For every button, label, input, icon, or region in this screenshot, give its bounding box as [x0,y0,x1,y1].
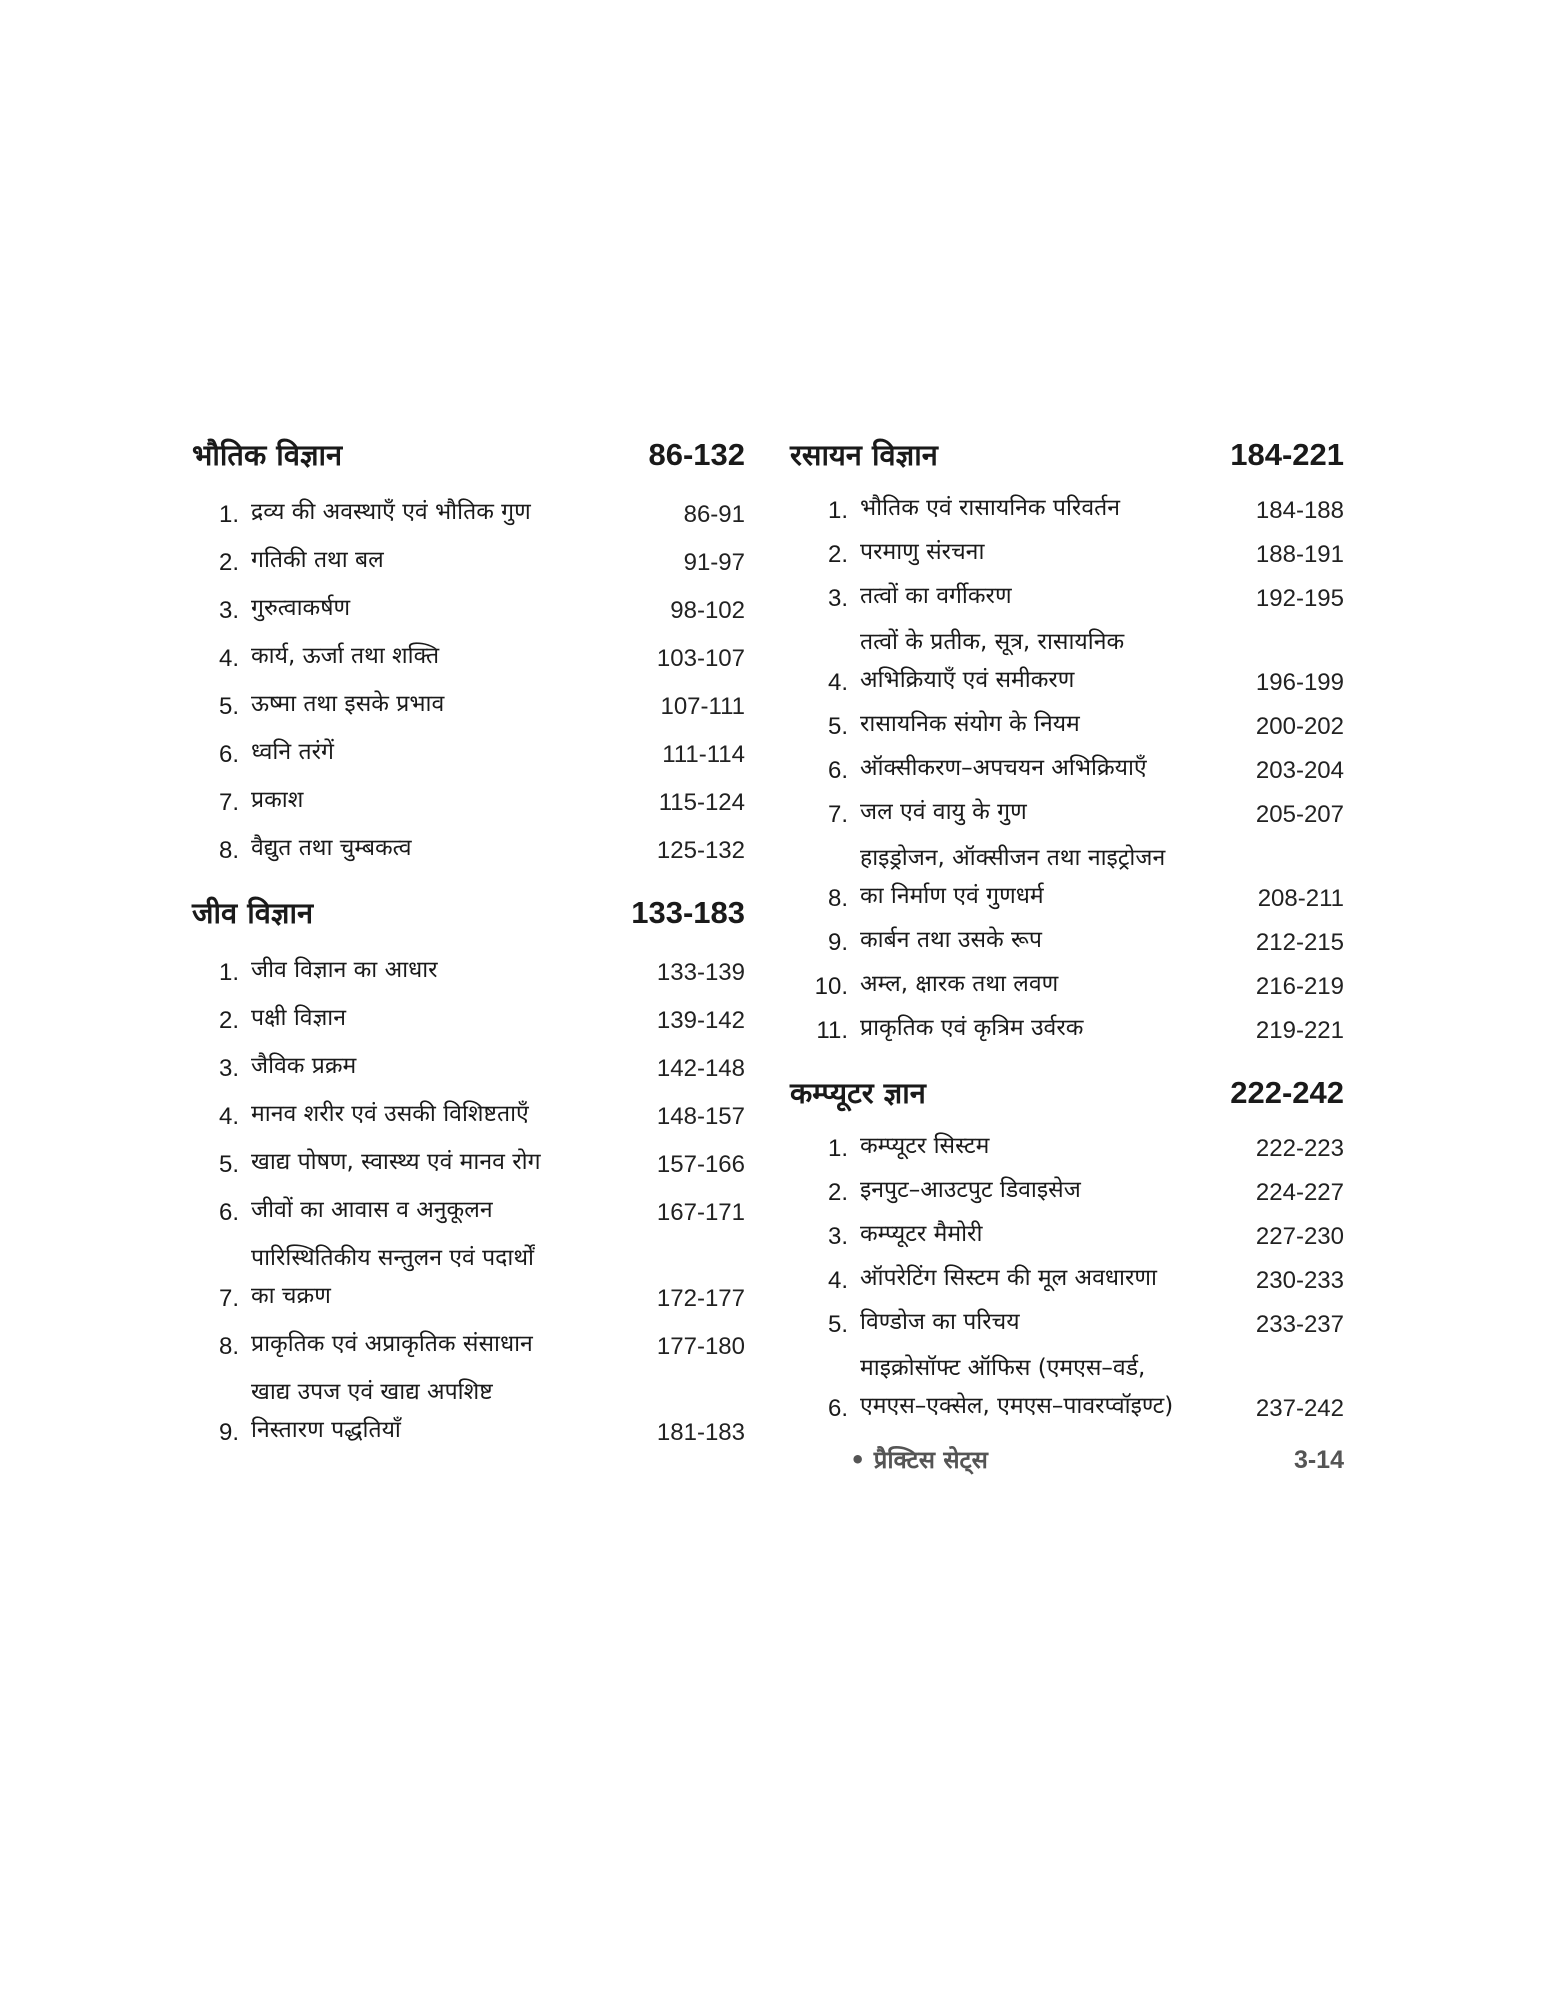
entry-page-range: 157-166 [656,1151,745,1178]
entry-page-range: 222-223 [1255,1135,1344,1162]
entry-title [860,1303,1256,1343]
toc-left-column [192,425,745,1465]
toc-entry[interactable] [192,581,745,629]
entry-title-line: ऑपरेटिंग सिस्टम की मूल अवधारणा [860,1265,1157,1291]
entry-title-line: परमाणु संरचना [860,539,985,565]
entry-title [251,1239,657,1317]
entry-title-line: खाद्य पोषण, स्वास्थ्य एवं मानव रोग [251,1149,541,1175]
entry-page-range: 212-215 [1255,929,1344,956]
toc-entry[interactable] [192,1039,745,1087]
entry-page-range: 133-139 [656,959,745,986]
entry-number: 2. [827,541,848,568]
toc-entry[interactable] [790,1123,1344,1167]
entry-page-range: 200-202 [1255,713,1344,740]
entry-title-line: जैविक प्रक्रम [251,1053,357,1079]
entry-title [860,705,1256,745]
section-page-range: 184-221 [1230,437,1344,472]
entry-title [860,577,1256,617]
entry-title [860,793,1256,833]
toc-entry[interactable] [192,1183,745,1231]
toc-right-column [790,425,1344,1481]
entry-title-line: रासायनिक संयोग के नियम [860,711,1080,737]
entry-number: 6. [827,1395,848,1422]
entry-title [860,1171,1256,1211]
toc-entry[interactable] [790,1211,1344,1255]
entry-title-line: तत्वों के प्रतीक, सूत्र, रासायनिक [860,629,1125,655]
section-header [192,883,745,943]
entry-number: 1. [218,959,239,986]
toc-entry[interactable] [192,725,745,773]
entry-page-range: 111-114 [662,741,745,768]
practice-sets-pages: 3-14 [1293,1446,1344,1474]
entry-number: 4. [218,645,239,672]
entry-title [860,921,1256,961]
entry-number: 7. [218,789,239,816]
entry-page-range: 224-227 [1255,1179,1344,1206]
entry-title-line: जीव विज्ञान का आधार [251,957,438,983]
entry-page-range: 139-142 [656,1007,745,1034]
toc-section [192,425,745,869]
section-header [790,1063,1344,1123]
entry-title [860,749,1256,789]
entry-title-line: कम्प्यूटर मैमोरी [860,1221,983,1247]
entry-page-range: 230-233 [1255,1267,1344,1294]
entry-title-line: कम्प्यूटर सिस्टम [860,1133,990,1159]
toc-entry[interactable] [192,773,745,821]
entry-number: 3. [827,1223,848,1250]
entry-title-line: एमएस–एक्सेल, एमएस–पावरप्वॉइण्ट) [860,1393,1174,1419]
entry-number: 3. [827,585,848,612]
entry-title [251,637,657,677]
entry-title-line: पारिस्थितिकीय सन्तुलन एवं पदार्थों [251,1245,534,1271]
entry-number: 9. [218,1419,239,1446]
toc-entry[interactable] [790,701,1344,745]
entry-title-line: पक्षी विज्ञान [251,1005,347,1031]
entry-title-line: वैद्युत तथा चुम्बकत्व [251,835,412,861]
entry-page-range: 91-97 [683,549,745,576]
entry-number: 7. [218,1285,239,1312]
section-title: कम्प्यूटर ज्ञान [790,1076,926,1110]
entry-page-range: 177-180 [656,1333,745,1360]
entry-title-line: द्रव्य की अवस्थाएँ एवं भौतिक गुण [251,499,531,525]
toc-entry[interactable] [192,1087,745,1135]
entry-number: 10. [814,973,848,1000]
entry-number: 6. [827,757,848,784]
entry-title [860,1009,1256,1049]
entry-number: 4. [218,1103,239,1130]
entry-number: 1. [827,1135,848,1162]
toc-entry[interactable] [192,1135,745,1183]
entry-page-range: 205-207 [1255,801,1344,828]
toc-entry[interactable] [790,573,1344,617]
toc-entry[interactable] [192,821,745,869]
entry-page-range: 233-237 [1255,1311,1344,1338]
entry-number: 5. [827,1311,848,1338]
toc-entry[interactable] [192,1317,745,1365]
entry-page-range: 148-157 [656,1103,745,1130]
entry-title [860,1127,1256,1167]
toc-section [192,883,745,1451]
entry-title-line: ध्वनि तरंगें [251,739,334,765]
entry-title-line: इनपुट–आउटपुट डिवाइसेज [860,1177,1081,1203]
toc-entry[interactable] [192,629,745,677]
entry-page-range: 125-132 [656,837,745,864]
section-header [192,425,745,485]
section-title: जीव विज्ञान [192,896,314,930]
toc-entry[interactable] [790,789,1344,833]
entry-title-line: निस्तारण पद्धतियाँ [251,1417,401,1443]
entry-title-line: भौतिक एवं रासायनिक परिवर्तन [860,495,1120,521]
entry-number: 5. [218,693,239,720]
entry-title [251,951,657,991]
entry-title [251,1373,657,1451]
entry-page-range: 216-219 [1255,973,1344,1000]
entry-title-line: जल एवं वायु के गुण [860,799,1027,825]
entry-number: 5. [218,1151,239,1178]
entry-page-range: 237-242 [1255,1395,1344,1422]
entry-title [860,623,1256,701]
toc-entry[interactable] [790,833,1344,917]
entry-page-range: 115-124 [658,789,745,816]
toc-entry[interactable] [790,617,1344,701]
entry-title-line: ऑक्सीकरण–अपचयन अभिक्रियाएँ [860,755,1147,781]
entry-page-range: 208-211 [1257,885,1344,912]
entry-title-line: हाइड्रोजन, ऑक्सीजन तथा नाइट्रोजन [860,845,1166,871]
entry-title-line: गतिकी तथा बल [251,547,384,573]
section-page-range: 86-132 [648,437,745,472]
toc-entry[interactable] [790,1299,1344,1343]
entry-title [251,1047,657,1087]
entry-title-line: कार्बन तथा उसके रूप [860,927,1042,953]
entry-page-range: 188-191 [1255,541,1344,568]
entry-page-range: 219-221 [1255,1017,1344,1044]
practice-sets-entry[interactable] [790,1441,1344,1481]
entry-number: 1. [827,497,848,524]
toc-entry[interactable] [790,1167,1344,1211]
entry-title [251,1191,657,1231]
entry-title-line: विण्डोज का परिचय [860,1309,1020,1335]
entry-page-range: 103-107 [656,645,745,672]
entry-title-line: कार्य, ऊर्जा तथा शक्ति [251,643,440,669]
toc-entry[interactable] [790,745,1344,789]
entry-number: 3. [218,597,239,624]
entry-title [251,589,670,629]
entry-page-range: 167-171 [656,1199,745,1226]
entry-title-line: मानव शरीर एवं उसकी विशिष्टताएँ [251,1101,529,1127]
section-title: रसायन विज्ञान [790,438,938,472]
entry-title-line: जीवों का आवास व अनुकूलन [251,1197,493,1223]
entry-title [251,999,657,1039]
entry-title [251,1143,657,1183]
entry-title-line: का चक्रण [251,1283,331,1309]
entry-title [860,1215,1256,1255]
entry-title [251,781,659,821]
entry-title [860,1349,1256,1427]
entry-page-range: 196-199 [1255,669,1344,696]
toc-entry[interactable] [192,1365,745,1451]
toc-entry[interactable] [790,961,1344,1005]
toc-entry[interactable] [192,533,745,581]
entry-title-line: का निर्माण एवं गुणधर्म [860,883,1044,909]
entry-number: 8. [218,837,239,864]
entry-number: 1. [218,501,239,528]
toc-entry[interactable] [192,485,745,533]
entry-title [860,533,1256,573]
entry-title [251,1325,657,1365]
toc-entry[interactable] [790,1005,1344,1049]
entry-page-range: 184-188 [1255,497,1344,524]
entry-title-line: माइक्रोसॉफ्ट ऑफिस (एमएस–वर्ड, [860,1355,1146,1381]
entry-number: 11. [816,1017,848,1044]
entry-number: 8. [827,885,848,912]
entry-page-range: 107-111 [660,693,745,720]
section-header [790,425,1344,485]
entry-number: 7. [827,801,848,828]
entry-title [860,839,1258,917]
entry-title-line: प्राकृतिक एवं कृत्रिम उर्वरक [860,1015,1084,1041]
entry-page-range: 181-183 [656,1419,745,1446]
entry-title-line: प्राकृतिक एवं अप्राकृतिक संसाधान [251,1331,533,1357]
entry-title [860,965,1256,1005]
toc-entry[interactable] [192,1231,745,1317]
entry-page-range: 203-204 [1255,757,1344,784]
entry-page-range: 227-230 [1255,1223,1344,1250]
entry-title [251,829,657,869]
entry-title [860,489,1256,529]
entry-title-line: ऊष्मा तथा इसके प्रभाव [251,691,445,717]
practice-sets-title: • प्रैक्टिस सेट्स [850,1446,988,1474]
entry-number: 2. [218,1007,239,1034]
entry-number: 3. [218,1055,239,1082]
toc-entry[interactable] [790,1343,1344,1427]
entry-title [251,685,660,725]
entry-number: 4. [827,1267,848,1294]
section-title: भौतिक विज्ञान [192,438,343,472]
entry-page-range: 142-148 [656,1055,745,1082]
entry-title [251,493,684,533]
entry-title-line: खाद्य उपज एवं खाद्य अपशिष्ट [251,1379,493,1405]
entry-page-range: 172-177 [656,1285,745,1312]
entry-title [251,541,684,581]
entry-title-line: अम्ल, क्षारक तथा लवण [860,971,1059,997]
entry-number: 6. [218,1199,239,1226]
entry-page-range: 192-195 [1255,585,1344,612]
entry-number: 2. [218,549,239,576]
entry-title-line: गुरुत्वाकर्षण [251,595,351,621]
entry-page-range: 86-91 [683,501,745,528]
entry-title-line: तत्वों का वर्गीकरण [860,583,1012,609]
entry-title [251,733,662,773]
toc-entry[interactable] [192,943,745,991]
entry-title-line: प्रकाश [251,787,304,813]
entry-title [251,1095,657,1135]
entry-number: 5. [827,713,848,740]
section-page-range: 222-242 [1230,1075,1344,1110]
entry-title-line: अभिक्रियाएँ एवं समीकरण [860,667,1075,693]
toc-entry[interactable] [192,677,745,725]
entry-number: 8. [218,1333,239,1360]
section-page-range: 133-183 [631,895,745,930]
entry-page-range: 98-102 [670,597,745,624]
entry-number: 9. [827,929,848,956]
entry-number: 6. [218,741,239,768]
toc-section [790,1063,1344,1427]
toc-entry[interactable] [790,1255,1344,1299]
toc-entry[interactable] [790,529,1344,573]
toc-entry[interactable] [790,917,1344,961]
toc-entry[interactable] [192,991,745,1039]
toc-section [790,425,1344,1049]
entry-number: 2. [827,1179,848,1206]
entry-number: 4. [827,669,848,696]
entry-title [860,1259,1256,1299]
toc-entry[interactable] [790,485,1344,529]
